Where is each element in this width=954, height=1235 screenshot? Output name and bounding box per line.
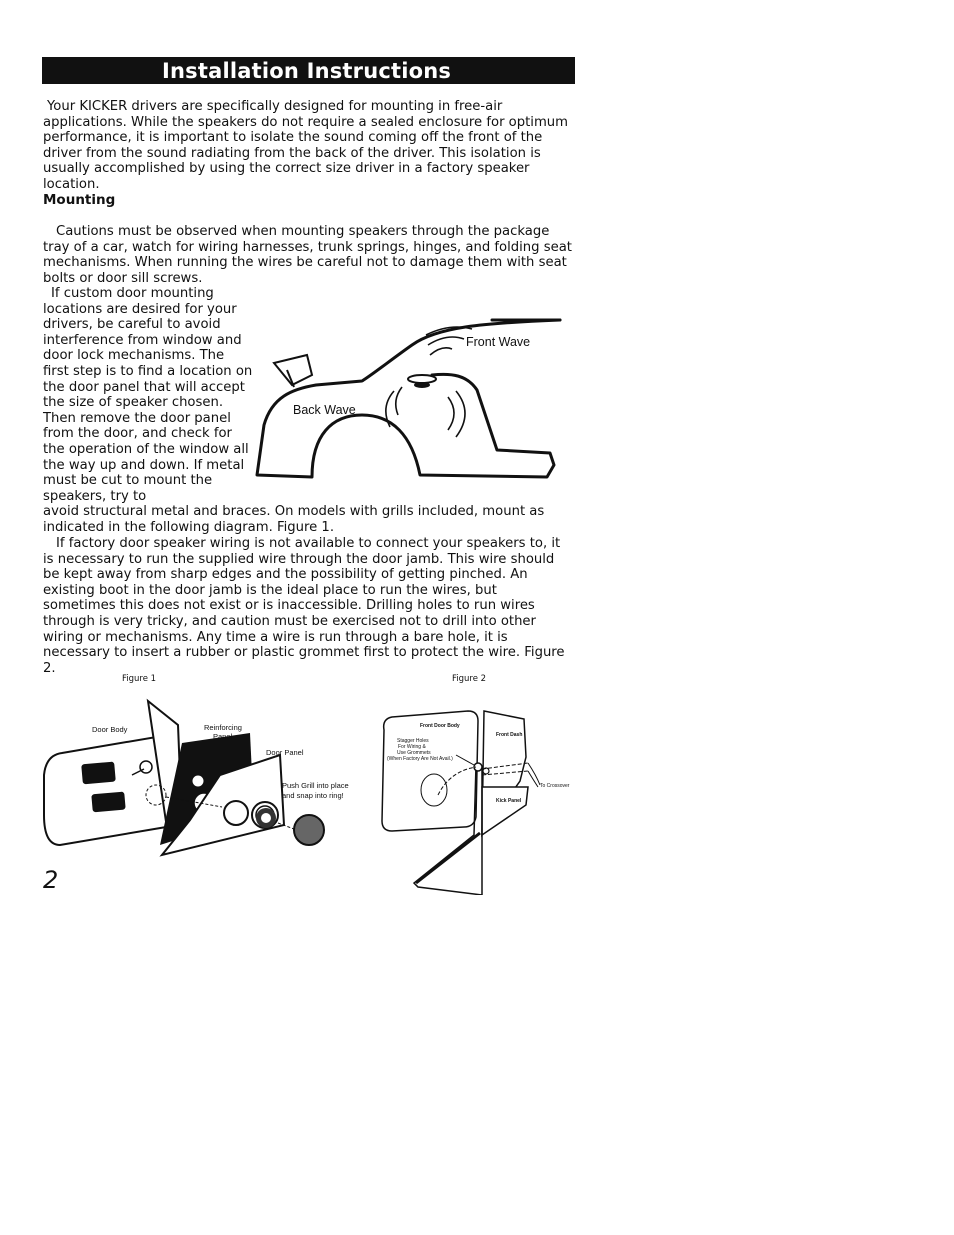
front-wave-label: Front Wave <box>466 335 531 349</box>
stagger-label-1: Stagger Holes <box>397 738 429 744</box>
mounting-paragraph-2-narrow: If custom door mounting locations are desired for your drivers, be careful to avoid interference from window and door lock mechanisms. The first step is to find a location on the door panel that will accept the size of speaker chosen. Then remove the door panel from the door, and check for the operation of the window all the way up and down. If metal must be cut to mount the speakers, try to <box>43 286 253 504</box>
stagger-label-2: For Wiring & <box>398 744 426 750</box>
figure-1-caption: Figure 1 <box>122 674 157 684</box>
car-wave-diagram <box>252 315 570 485</box>
page-title: Installation Instructions <box>162 59 452 83</box>
reinforcing-label-1: Reinforcing <box>204 723 242 732</box>
mounting-heading: Mounting <box>43 192 116 208</box>
front-door-body-label: Front Door Body <box>420 723 460 729</box>
stagger-label-3: Use Grommets <box>397 750 431 756</box>
front-dash-label: Front Dash <box>496 732 523 738</box>
mounting-paragraph-3: If factory door speaker wiring is not available to connect your speakers to, it is necessary to run the supplied wire through the door jamb. This wire should be kept away from sharp edges and the possibility of getting pinched. An existing boot in the door jamb is the ideal place to run the wires, but sometimes this does not exist or is inaccessible. Drilling holes to run wires through is very tricky, and caution must be exercised not to drill into other wiring or mechanisms. Any time a wire is run through a bare hole, it is necessary to insert a rubber or plastic grommet first to protect the wire. Figure 2. <box>43 536 565 676</box>
mounting-paragraph-2-rest: avoid structural metal and braces. On models with grills included, mount as indicated in the following diagram. Figure 1. <box>43 504 545 535</box>
stagger-label-4: (When Factory Are Not Avail.) <box>387 756 453 762</box>
figure-2-diagram <box>378 705 578 895</box>
back-wave-label: Back Wave <box>293 403 356 417</box>
mounting-paragraph-1: Cautions must be observed when mounting speakers through the package tray of a car, watch for wiring harnesses, trunk springs, hinges, and folding seat mechanisms. When running the wires be careful not to damage them with seat bolts or door sill screws. <box>43 224 572 286</box>
figure-2-caption: Figure 2 <box>452 674 487 684</box>
door-panel-label: Door Panel <box>266 748 304 757</box>
kick-panel-label: Kick Panel <box>496 798 522 804</box>
reinforcing-label-2: Panel <box>213 732 233 741</box>
to-crossover-label: To Crossover <box>540 783 570 789</box>
door-body-label: Door Body <box>92 725 128 734</box>
title-bar <box>42 57 575 84</box>
figure-1-diagram <box>40 695 375 865</box>
intro-paragraph: Your KICKER drivers are specifically designed for mounting in free-air applications. While the speakers do not require a sealed enclosure for optimum performance, it is important to isolate the sound coming off the front of the driver from the sound radiating from the back of the driver. This isolation is usually accomplished by using the correct size driver in a factory speaker location. <box>43 99 569 192</box>
push-grill-label-2: and snap into ring! <box>282 791 344 800</box>
push-grill-label-1: Push Grill into place <box>282 781 349 790</box>
page-number: 2 <box>43 866 59 894</box>
